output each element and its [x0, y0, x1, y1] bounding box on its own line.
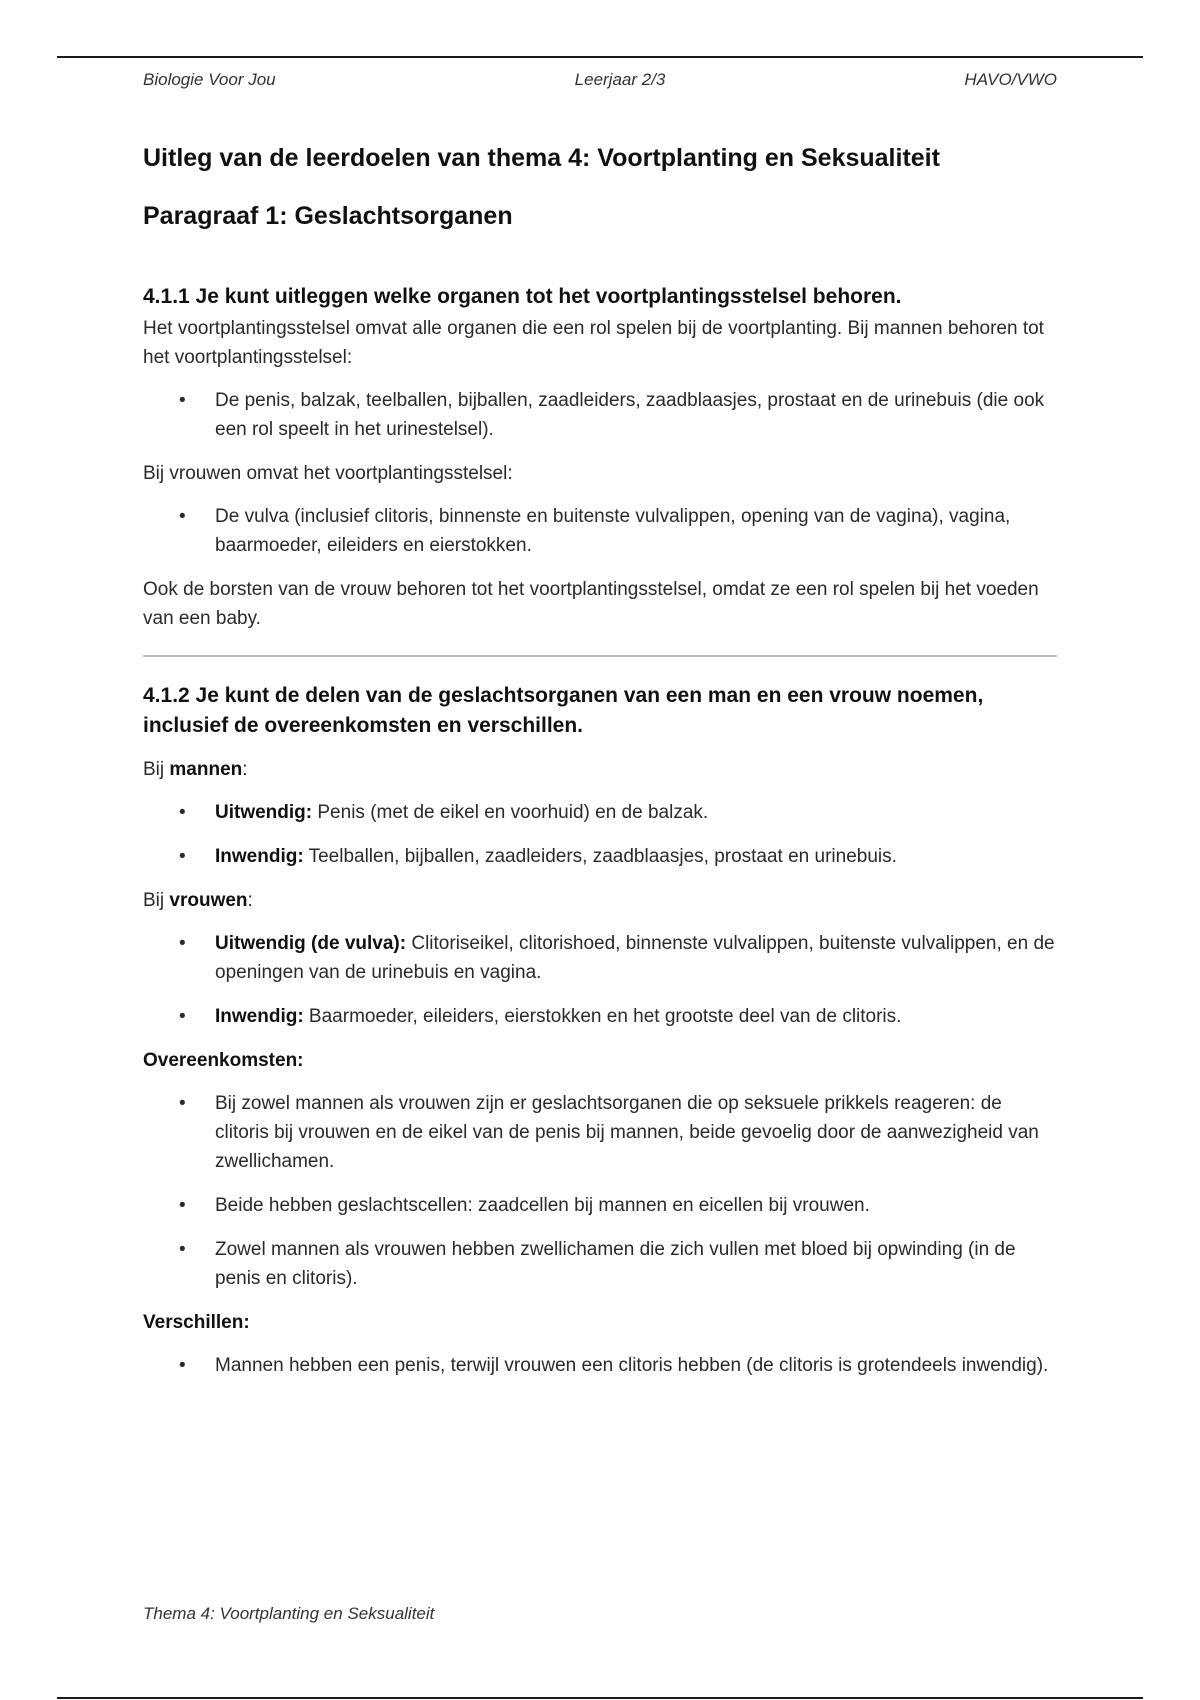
- list-item-text: Mannen hebben een penis, terwijl vrouwen een clitoris hebben (de clitoris is grotendeels inwendig).: [215, 1355, 1049, 1376]
- men-label: [143, 755, 1057, 784]
- list-item: [143, 1002, 1057, 1031]
- list-item: [143, 929, 1057, 987]
- bullet-icon: •: [179, 846, 186, 867]
- bullet-icon: •: [179, 1195, 186, 1216]
- section-heading: 4.1.1 Je kunt uitleggen welke organen tot het voortplantingsstelsel behoren.: [143, 285, 902, 308]
- section-4-1-1: [143, 282, 1057, 633]
- paragraph-title: Paragraaf 1: Geslachtsorganen: [143, 202, 513, 230]
- bullet-icon: •: [179, 1355, 186, 1376]
- women-intro: Bij vrouwen omvat het voortplantingsstelsel:: [143, 463, 513, 484]
- list-item-text: De penis, balzak, teelballen, bijballen, zaadleiders, zaadblaasjes, prostaat en de urinebuis (die ook een rol speelt in het urinestelsel).: [215, 390, 1045, 440]
- differences-list: [143, 1351, 1057, 1380]
- label-bold: vrouwen: [169, 890, 248, 911]
- bullet-icon: •: [179, 506, 186, 527]
- women-label: [143, 886, 1057, 915]
- label-bold: Verschillen:: [143, 1312, 250, 1333]
- header-rule: [57, 56, 1143, 58]
- document-body: [143, 140, 1057, 1395]
- item-label: Uitwendig:: [215, 802, 313, 823]
- label-prefix: Bij: [143, 890, 170, 911]
- list-item: [143, 842, 1057, 871]
- list-item-text: Zowel mannen als vrouwen hebben zwellichamen die zich vullen met bloed bij opwinding (in de penis en clitoris).: [215, 1239, 1016, 1289]
- item-label: Inwendig:: [215, 846, 304, 867]
- label-bold: mannen: [169, 759, 243, 780]
- list-item-text: De vulva (inclusief clitoris, binnenste en buitenste vulvalippen, opening van de vagina), vagina, baarmoeder, eileiders en eierstokken.: [215, 506, 1011, 556]
- item-text: Teelballen, bijballen, zaadleiders, zaadblaasjes, prostaat en urinebuis.: [303, 846, 897, 867]
- header-center: Leerjaar 2/3: [574, 70, 666, 89]
- bullet-icon: •: [179, 933, 186, 954]
- men-parts-list: [143, 798, 1057, 871]
- label-bold: Overeenkomsten:: [143, 1050, 304, 1071]
- bullet-icon: •: [179, 390, 186, 411]
- header-left: Biologie Voor Jou: [143, 70, 276, 89]
- item-text: Baarmoeder, eileiders, eierstokken en het grootste deel van de clitoris.: [303, 1006, 902, 1027]
- document-title: Uitleg van de leerdoelen van thema 4: Voortplanting en Seksualiteit: [143, 144, 940, 172]
- men-organs-list: [143, 386, 1057, 444]
- section-intro: Het voortplantingsstelsel omvat alle organen die een rol spelen bij de voortplanting. Bij mannen behoren tot het voortplantingsstelsel:: [143, 318, 1044, 368]
- similarities-label: [143, 1046, 1057, 1075]
- bullet-icon: •: [179, 1093, 186, 1114]
- section-heading: 4.1.2 Je kunt de delen van de geslachtsorganen van een man en een vrouw noemen, inclusief de overeenkomsten en verschillen.: [143, 684, 984, 737]
- bullet-icon: •: [179, 802, 186, 823]
- item-text: Clitoriseikel, clitorishoed, binnenste vulvalippen, buitenste vulvalippen, en de openingen van de urinebuis en vagina.: [215, 933, 1055, 983]
- header-right: HAVO/VWO: [964, 70, 1057, 89]
- bullet-icon: •: [179, 1006, 186, 1027]
- item-text: Penis (met de eikel en voorhuid) en de balzak.: [312, 802, 709, 823]
- list-item-text: Bij zowel mannen als vrouwen zijn er geslachtsorganen die op seksuele prikkels reageren: de clitoris bij vrouwen en de eikel van de penis bij mannen, beide gevoelig door de aanwezigheid van zwellichamen.: [215, 1093, 1039, 1172]
- label-prefix: Bij: [143, 759, 170, 780]
- list-item: [143, 1089, 1057, 1176]
- list-item-text: Beide hebben geslachtscellen: zaadcellen bij mannen en eicellen bij vrouwen.: [215, 1195, 870, 1216]
- section-closing: Ook de borsten van de vrouw behoren tot het voortplantingsstelsel, omdat ze een rol spelen bij het voeden van een baby.: [143, 579, 1039, 629]
- similarities-list: [143, 1089, 1057, 1293]
- section-divider: [143, 655, 1057, 657]
- page-header: [143, 70, 1057, 90]
- footer-rule: [57, 1697, 1143, 1699]
- list-item: [143, 502, 1057, 560]
- women-organs-list: [143, 502, 1057, 560]
- section-4-1-2: [143, 681, 1057, 1380]
- page-footer: Thema 4: Voortplanting en Seksualiteit: [143, 1604, 435, 1623]
- list-item: [143, 1351, 1057, 1380]
- label-suffix: :: [247, 890, 253, 911]
- differences-label: [143, 1308, 1057, 1337]
- item-label: Uitwendig (de vulva):: [215, 933, 407, 954]
- women-parts-list: [143, 929, 1057, 1031]
- list-item: [143, 1191, 1057, 1220]
- bullet-icon: •: [179, 1239, 186, 1260]
- list-item: [143, 386, 1057, 444]
- label-suffix: :: [242, 759, 248, 780]
- item-label: Inwendig:: [215, 1006, 304, 1027]
- list-item: [143, 798, 1057, 827]
- list-item: [143, 1235, 1057, 1293]
